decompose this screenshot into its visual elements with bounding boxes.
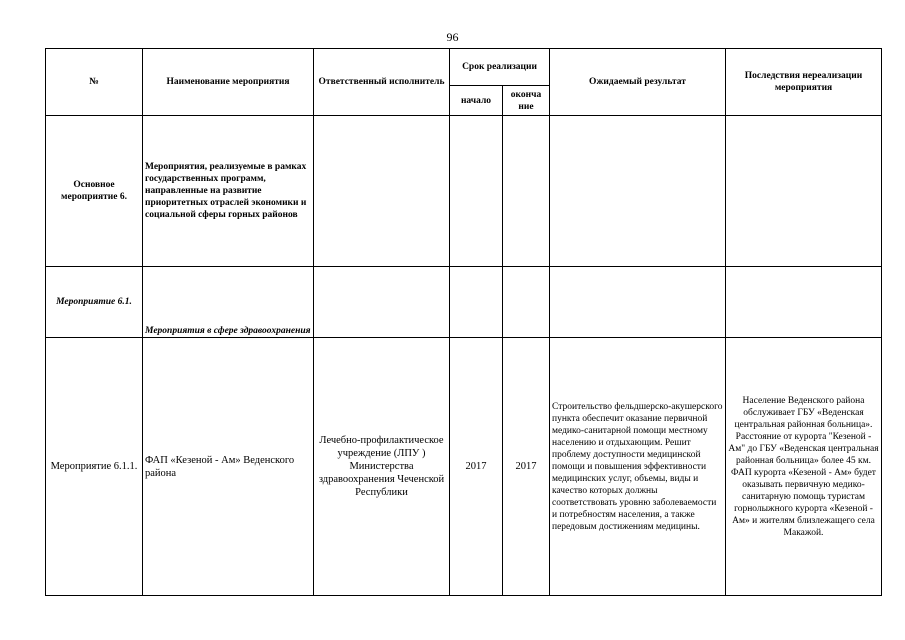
table-row: [46, 116, 882, 267]
row-name: Мероприятия, реализуемые в рамках государственных программ, направленные на развитие приоритетных отраслей экономики и социальной сферы горных районов: [143, 116, 314, 267]
row-name: Мероприятия в сфере здравоохранения: [143, 267, 314, 338]
header-end: оконча ние: [503, 86, 550, 116]
row-end: [503, 267, 550, 338]
header-term: Срок реализации: [450, 49, 550, 86]
row-consequences: Население Веденского района обслуживает ГБУ «Веденская центральная районная больница». Расстояние от курорта "Кезеной - Ам" до ГБУ «Веденская центральная районная больница» более 45 км. ФАП курорта «Кезеной - Ам» будет оказывать первичную медико-санитарную помощь туристам горнолыжного курорта «Кезеной - Ам» и жителям близлежащего села Макажой.: [726, 338, 882, 596]
row-responsible: [314, 116, 450, 267]
row-start: [450, 116, 503, 267]
row-result: [550, 116, 726, 267]
row-consequences: [726, 267, 882, 338]
table-row: [46, 267, 882, 338]
row-start: 2017: [450, 338, 503, 596]
row-num: Мероприятие 6.1.: [46, 267, 143, 338]
header-name: Наименование мероприятия: [143, 49, 314, 116]
row-result: Строительство фельдшерско-акушерского пункта обеспечит оказание первичной медико-санитарной помощи местному населению и отдыхающим. Решит проблему доступности медицинской помощи и повышения эффективности медицинских услуг, объемы, виды и качество которых должны соответствовать уровню заболеваемости и потребностям населения, а также передовым достижениям медицины.: [550, 338, 726, 596]
page-number: 96: [446, 30, 459, 44]
row-num: Основное мероприятие 6.: [46, 116, 143, 267]
header-result: Ожидаемый результат: [550, 49, 726, 116]
row-start: [450, 267, 503, 338]
row-end: [503, 116, 550, 267]
row-responsible: Лечебно-профилактическое учреждение (ЛПУ ) Министерства здравоохранения Чеченской Республики: [314, 338, 450, 596]
row-consequences: [726, 116, 882, 267]
row-end: 2017: [503, 338, 550, 596]
row-responsible: [314, 267, 450, 338]
header-start: начало: [450, 86, 503, 116]
table-row: [46, 338, 882, 596]
activities-table: [45, 48, 882, 596]
header-responsible: Ответственный исполнитель: [314, 49, 450, 116]
row-name: ФАП «Кезеной - Ам» Веденского района: [143, 338, 314, 596]
row-result: [550, 267, 726, 338]
header-consequences: Последствия нереализации мероприятия: [726, 49, 882, 116]
header-row: [46, 49, 882, 86]
header-num: №: [46, 49, 143, 116]
row-num: Мероприятие 6.1.1.: [46, 338, 143, 596]
